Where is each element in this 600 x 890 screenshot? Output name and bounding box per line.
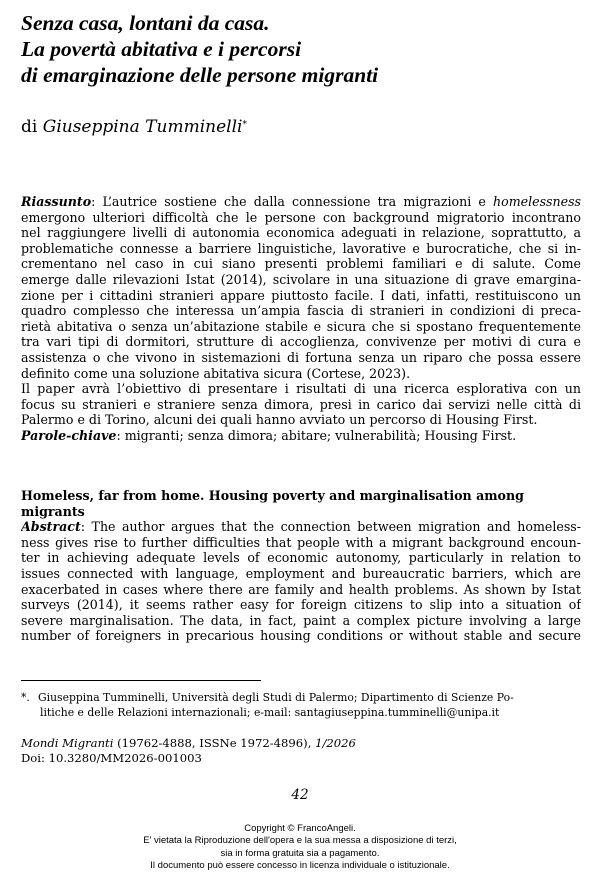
footnote: [21, 690, 581, 720]
abstract-line: ter in achieving adequate levels of economic autonomy, particularly in relation to: [21, 550, 581, 566]
abstract-line: emergono ulteriori difficoltà che le persone con background migratorio incontrano: [21, 209, 581, 225]
footnote-line: *. Giuseppina Tumminelli, Università degli Studi di Palermo; Dipartimento di Scienze Po-: [21, 691, 514, 704]
abstract-line: problematiche connesse a barriere linguistiche, lavorative e burocratiche, che si in-: [21, 240, 581, 256]
keywords-line: [21, 428, 581, 444]
abstract-line: assistenza o che vivono in sistemazioni di fortuna senza un riparo che possa essere: [21, 349, 581, 365]
footnote-divider: [21, 680, 261, 681]
abstract-line: Abstract: The author argues that the connection between migration and homeless-: [21, 519, 581, 535]
abstract-line: severe marginalisation. The data, in fact, paint a complex picture involving a large: [21, 612, 581, 628]
title-line: di emarginazione delle persone migranti: [21, 63, 379, 87]
author-prefix: di: [21, 117, 38, 137]
copyright-notice: [0, 823, 600, 873]
abstract-line: exacerbated in cases where there are family and health problems. As shown by Istat: [21, 581, 581, 597]
journal-info: [21, 736, 356, 765]
title-line: Senza casa, lontani da casa.: [21, 11, 270, 35]
abstract-line: nel raggiungere livelli di autonomia economica adeguati in relazione, soprattutto, a: [21, 225, 581, 241]
footnote-mark: *.: [21, 691, 30, 704]
abstract-line: number of foreigners in precarious housing conditions or without stable and secure: [21, 628, 581, 644]
page-number: 42: [291, 787, 309, 803]
abstract-label: Riassunto: [21, 194, 92, 209]
copyright-line: Copyright © FrancoAngeli.: [244, 823, 356, 834]
abstract-line: ness gives rise to further difficulties that people with a migrant background encoun-: [21, 534, 581, 550]
abstract-english: [21, 488, 581, 644]
abstract-line: tra vari tipi di dormitori, strutture di accoglienza, convivenze per motivi di cura e: [21, 334, 581, 350]
copyright-line: E' vietata la Riproduzione dell'opera e la sua messa a disposizione di terzi,: [143, 835, 457, 847]
abstract-line: Palermo e di Torino, alcuni dei quali hanno avviato un percorso di Housing First.: [21, 412, 538, 428]
journal-issue: 1/2026: [315, 736, 356, 750]
keywords-label: Parole-chiave: [21, 427, 117, 443]
journal-name: Mondi Migranti: [21, 736, 114, 750]
english-title-line: migrants: [21, 503, 85, 519]
journal-issn: (19762-4888, ISSNe 1972-4896),: [113, 736, 316, 750]
abstract-line: Riassunto: L’autrice sostiene che dalla connessione tra migrazioni e homelessness: [21, 194, 581, 209]
journal-citation: [21, 736, 356, 751]
abstract-line: zione per i cittadini stranieri appare piuttosto facile. I dati, infatti, restituiscono un: [21, 287, 581, 303]
copyright-line: Il documento può essere concesso in licenza individuale o istituzionale.: [150, 860, 450, 872]
abstract-line: focus su stranieri e straniere senza dimora, presi in carico dai servizi nelle città di: [21, 396, 581, 412]
footnote-line: litiche e delle Relazioni internazionali; e-mail: santagiuseppina.tumminelli@unipa.it: [40, 706, 500, 719]
abstract-line: definito come una soluzione abitativa sicura (Cortese, 2023).: [21, 365, 411, 381]
abstract-line: surveys (2014), it seems rather easy for foreign citizens to slip into a situation of: [21, 597, 581, 613]
english-title-line: Homeless, far from home. Housing poverty and marginalisation among: [21, 488, 524, 503]
abstract-line: quadro complesso che interessa un’ampia fascia di stranieri in condizioni di preca-: [21, 303, 581, 319]
abstract-italian: [21, 194, 581, 444]
italic-term: homelessness: [493, 194, 581, 209]
abstract-line: rietà abitativa o senza un’abitazione stabile e sicura che si spostano frequentemente: [21, 318, 581, 334]
author-line: [21, 116, 247, 138]
journal-doi: Doi: 10.3280/MM2026-001003: [21, 750, 202, 765]
abstract-label: Abstract: [21, 519, 81, 535]
abstract-line: crementano nel caso in cui siano presenti problemi familiari e di salute. Come: [21, 256, 581, 272]
keywords: : migranti; senza dimora; abitare; vulnerabilità; Housing First.: [116, 427, 517, 443]
author-name: Giuseppina Tumminelli: [42, 117, 243, 137]
author-footnote-mark: *: [242, 120, 247, 130]
copyright-line: sia in forma gratuita sia a pagamento.: [220, 847, 380, 859]
title-line: La povertà abitativa e i percorsi: [21, 37, 302, 61]
abstract-line: emerge dalle rilevazioni Istat (2014), scivolare in una situazione di grave emargina-: [21, 271, 581, 287]
abstract-line: Il paper avrà l’obiettivo di presentare i risultati di una ricerca esplorativa con un: [21, 381, 581, 397]
abstract-line: issues connected with language, employment and bureaucratic barriers, which are: [21, 565, 581, 581]
article-title: [21, 10, 581, 88]
